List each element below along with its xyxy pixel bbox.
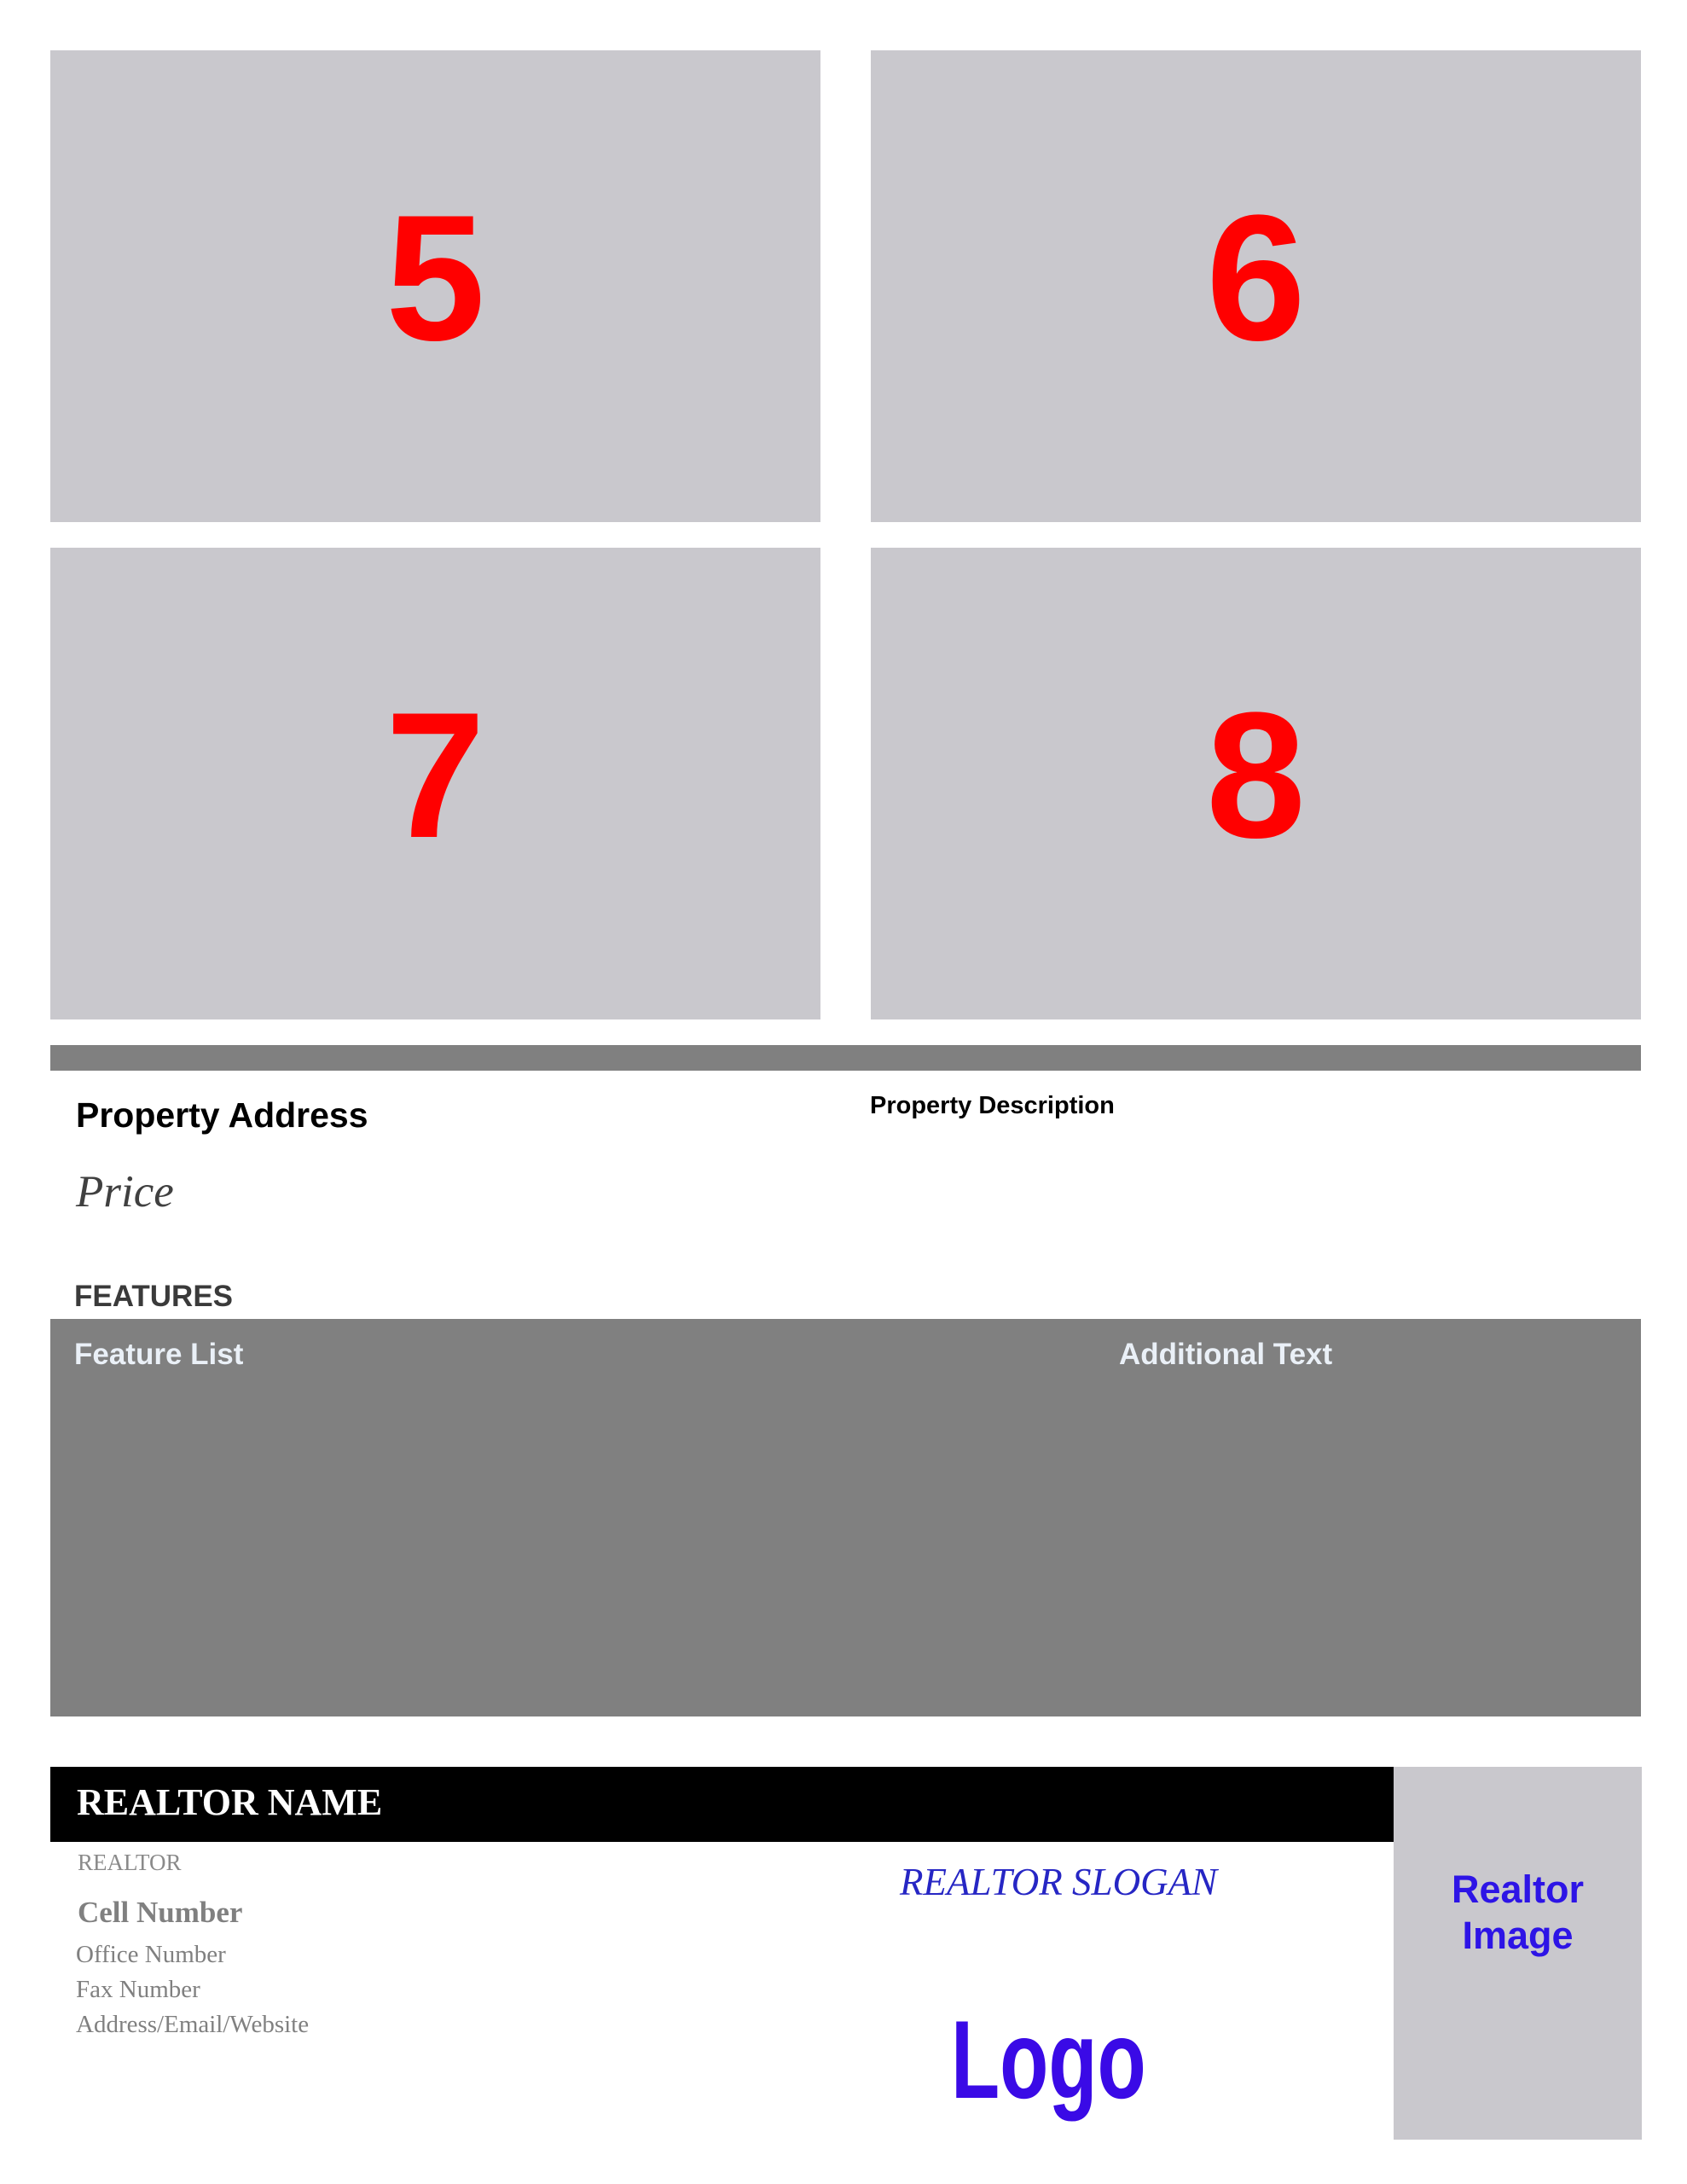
realtor-name-bar (50, 1767, 1394, 1842)
property-price: Price (76, 1167, 174, 1217)
property-description: Property Description (870, 1092, 1115, 1119)
property-address: Property Address (76, 1095, 368, 1135)
realtor-slogan: REALTOR SLOGAN (900, 1861, 1218, 1903)
features-heading: FEATURES (74, 1280, 234, 1313)
photo-placeholder-6 (871, 50, 1641, 522)
fax-number: Fax Number (76, 1976, 200, 2003)
logo-placeholder: Logo (951, 1997, 1146, 2122)
realtor-title: REALTOR (78, 1850, 182, 1875)
realtor-name: REALTOR NAME (77, 1781, 383, 1823)
photo-number: 7 (386, 674, 485, 875)
features-panel (50, 1319, 1641, 1716)
address-email-website: Address/Email/Website (76, 2011, 310, 2038)
photo-placeholder-8 (871, 548, 1641, 1019)
realtor-image-placeholder (1394, 1767, 1642, 2140)
cell-number: Cell Number (78, 1896, 243, 1929)
office-number: Office Number (76, 1941, 226, 1968)
photo-number: 8 (1206, 674, 1306, 875)
photo-number: 6 (1206, 177, 1306, 378)
photo-placeholder-7 (50, 548, 820, 1019)
photo-placeholder-5 (50, 50, 820, 522)
additional-text-label: Additional Text (1119, 1338, 1333, 1371)
section-divider (50, 1045, 1641, 1071)
realtor-image-label: Realtor Image (1451, 1867, 1585, 1957)
photo-number: 5 (386, 177, 485, 378)
feature-list-label: Feature List (74, 1338, 244, 1371)
